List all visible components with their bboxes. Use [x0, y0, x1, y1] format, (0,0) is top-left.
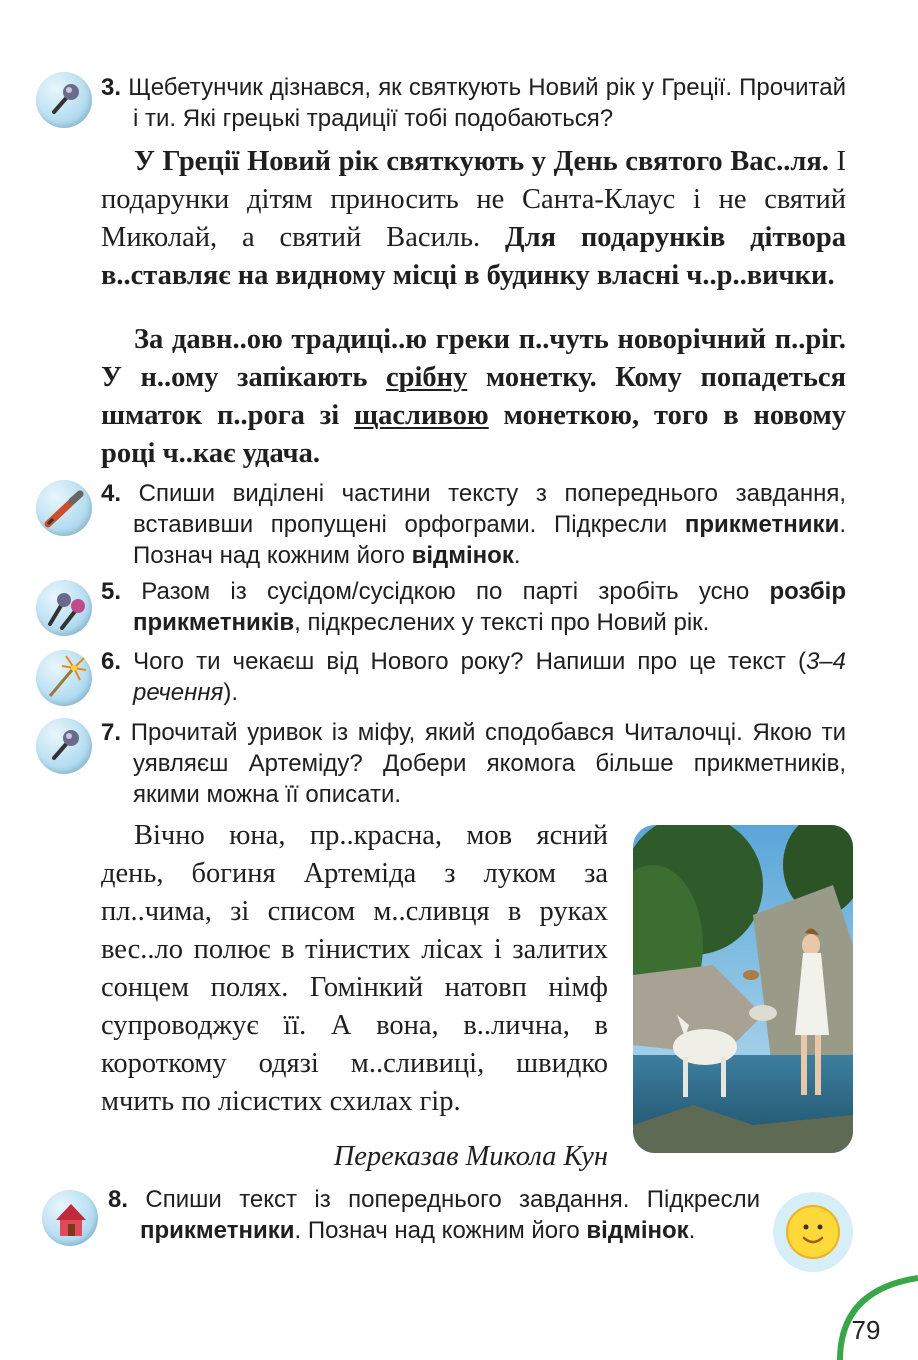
- pen-icon: [36, 480, 92, 536]
- task-7: [101, 717, 846, 810]
- bold-term: прикметники: [684, 511, 840, 538]
- plain-text: І подарунки дітям приносить не Санта-Клаус і не святий Миколай, а святий Василь.: [101, 146, 846, 253]
- bold-term: прикметники: [140, 1217, 295, 1244]
- task-text: ).: [223, 679, 239, 706]
- highlighted-text: монетку. Кому попадеться шматок п..рога зі: [101, 362, 846, 431]
- task-number: 7.: [101, 719, 122, 746]
- italic-note: 3–4 речення: [133, 648, 846, 706]
- task-text: Спиши виділені частини тексту з попереднього завдання, вставивши пропущені орфограми. Підкресли: [133, 480, 846, 538]
- highlighted-text: Для подарунків дітвора в..ставляє на видному місці в будинку власні ч..р..вички.: [101, 222, 847, 291]
- myth-text: Вічно юна, пр..красна, мов ясний день, богиня Артеміда з луком за пл..чима, зі списом м..сливця в руках вес..ло полює в тінистих лісах і залитих сонцем полях. Гомінкий натовп німф супроводжує її. А вона, в..лична, в короткому одязі м..сливиці, швидко мчить по лісистих схилах гір.: [101, 820, 608, 1117]
- microphone-icon: [36, 718, 92, 774]
- task-text: , підкреслених у тексті про Новий рік.: [294, 609, 710, 636]
- task-6: [101, 646, 846, 708]
- artemis-illustration: [633, 825, 853, 1153]
- task-text: Щебетунчик дізнався, як святкують Новий рік у Греції. Прочитай і ти. Які грецькі традиції тобі подобаються?: [128, 74, 846, 132]
- task-text: . Познач над кожним його: [133, 511, 846, 569]
- myth-author: Переказав Микола Кун: [333, 1141, 608, 1172]
- task-text: Прочитай уривок із міфу, який сподобався Читалочці. Якою ти уявляєш Артеміду? Добери якомога більше прикметників, якими можна її описати.: [130, 719, 846, 808]
- house-icon: [42, 1190, 98, 1246]
- task-text: Разом із сусідом/сусідкою по парті зробіть усно: [141, 578, 770, 605]
- underlined-adjective: щасливою: [354, 400, 489, 431]
- greek-paragraph-1: [101, 143, 846, 295]
- task-text: .: [513, 542, 521, 569]
- task-number: 8.: [108, 1186, 129, 1213]
- task-text: Спиши текст із попереднього завдання. Підкресли: [145, 1186, 760, 1213]
- task-4: [101, 478, 846, 571]
- greek-paragraph-2: [101, 321, 846, 473]
- task-text: .: [688, 1217, 696, 1244]
- two-microphones-icon: [36, 580, 92, 636]
- underlined-adjective: срібну: [385, 362, 468, 393]
- bold-term: відмінок: [411, 542, 514, 569]
- bold-term: відмінок: [586, 1217, 689, 1244]
- task-number: 4.: [101, 480, 122, 507]
- task-5: [101, 576, 846, 638]
- task-text: . Познач над кожним його: [294, 1217, 587, 1244]
- task-text: Чого ти чекаєш від Нового року? Напиши про це текст (: [133, 648, 806, 675]
- task-number: 6.: [101, 648, 122, 675]
- highlighted-text: У Греції Новий рік святкують у День святого Вас..ля.: [134, 146, 829, 177]
- task-number: 3.: [101, 74, 122, 101]
- task-8: [108, 1184, 760, 1246]
- task-number: 5.: [101, 578, 122, 605]
- microphone-icon: [36, 72, 92, 128]
- bold-term: розбір прикметників: [133, 578, 846, 636]
- smiling-sun-icon: [773, 1192, 853, 1272]
- highlighted-text: монеткою, того в новому році ч..кає удача.: [101, 400, 846, 469]
- sparkler-icon: [36, 650, 92, 706]
- highlighted-text: За давн..ою традиці..ю греки п..чуть новорічний п..ріг. У н..ому запікають: [101, 324, 846, 393]
- page-number: 79: [851, 1315, 881, 1345]
- task-3: [101, 72, 846, 134]
